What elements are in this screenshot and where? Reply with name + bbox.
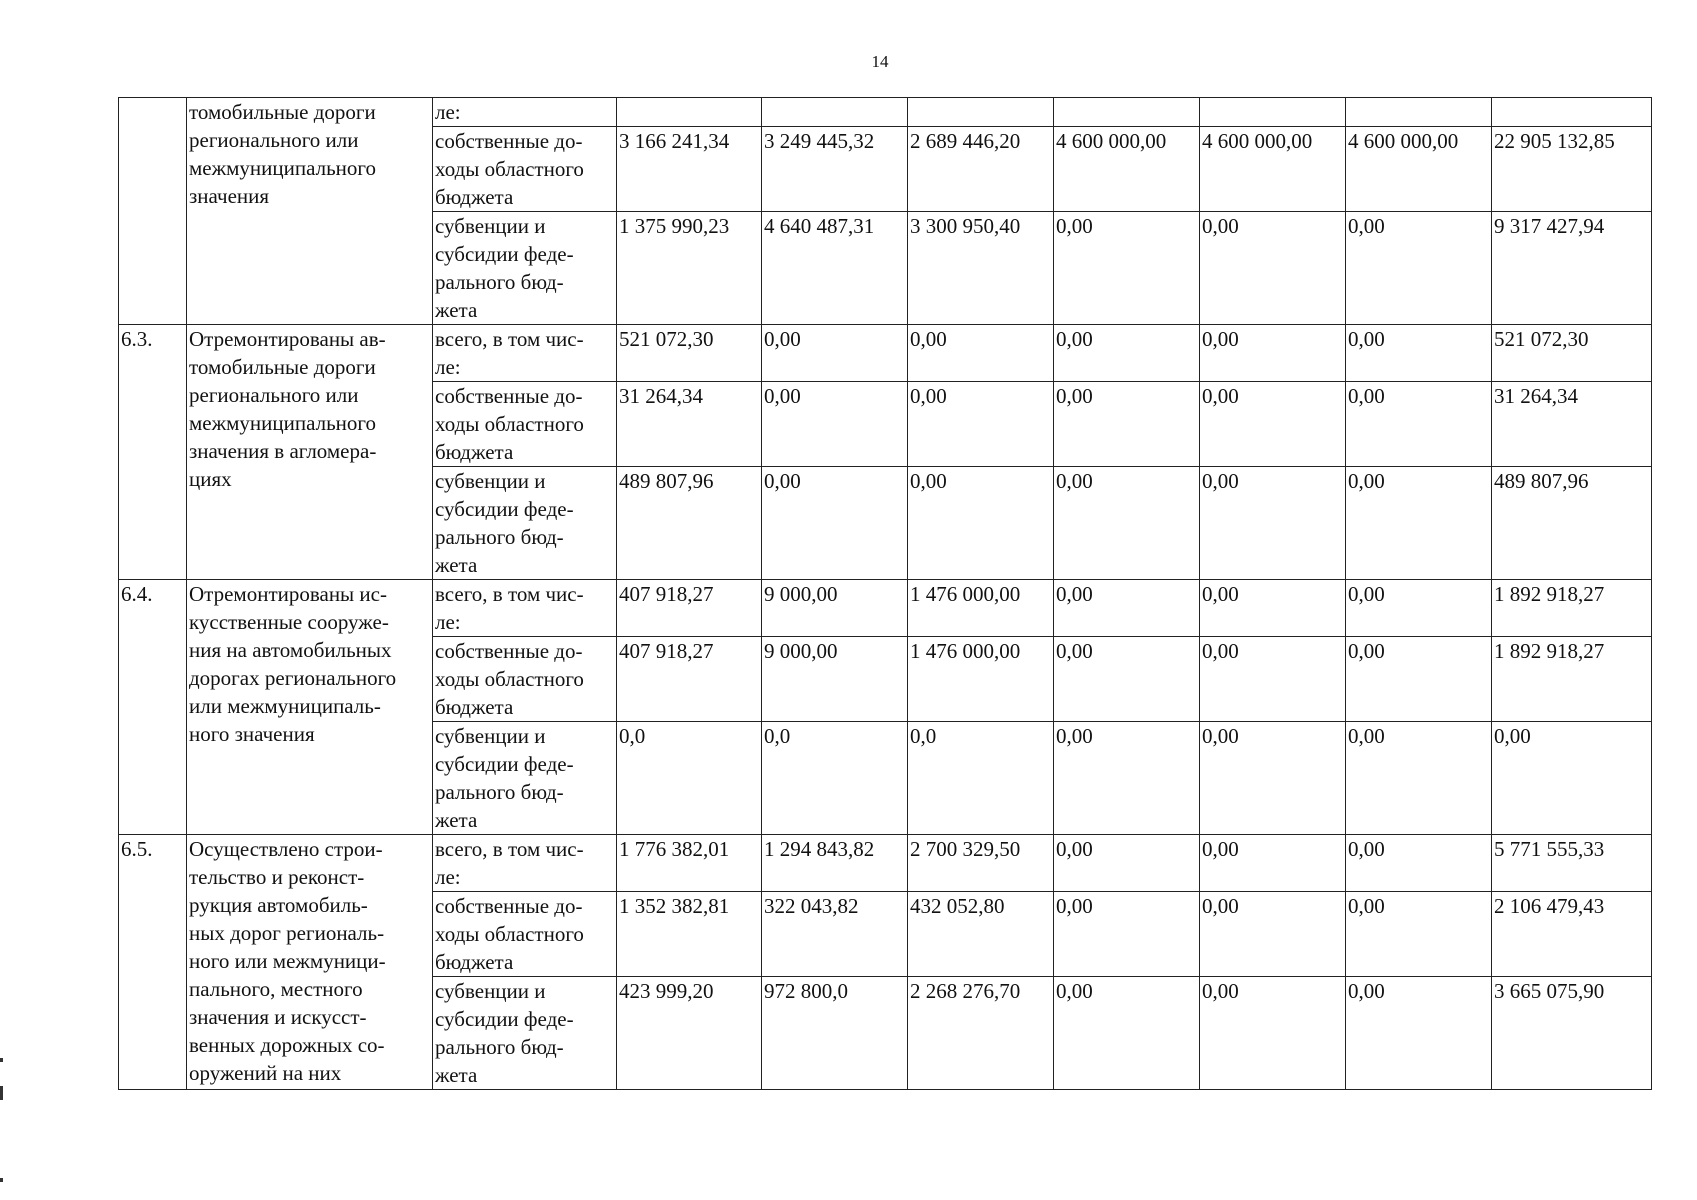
amount-cell: 0,00 [1054,212,1200,325]
amount-cell: 521 072,30 [1492,325,1652,382]
item-description-cell: Осуществлено строи- тельство и реконст- рукция автомобиль- ных дорог региональ- ного или межмуници- пального, местного значения и искусст- венных дорожных со- оружений на них [187,835,433,1090]
amount-cell: 0,00 [762,382,908,467]
amount-cell: 0,00 [1200,977,1346,1090]
amount-cell: 1 892 918,27 [1492,580,1652,637]
amount-cell: 423 999,20 [617,977,762,1090]
amount-cell: 0,00 [1054,467,1200,580]
budget-table [118,97,1652,1090]
amount-cell: 31 264,34 [617,382,762,467]
amount-cell: 322 043,82 [762,892,908,977]
table-body [119,98,1652,1090]
funding-source-cell: всего, в том чис- ле: [433,835,617,892]
amount-cell: 1 375 990,23 [617,212,762,325]
amount-cell: 0,00 [1346,835,1492,892]
amount-cell: 2 689 446,20 [908,127,1054,212]
amount-cell: 4 600 000,00 [1200,127,1346,212]
amount-cell: 0,00 [1346,637,1492,722]
amount-cell: 1 476 000,00 [908,637,1054,722]
funding-source-cell: субвенции и субсидии феде- рального бюд- жета [433,977,617,1090]
amount-cell: 0,00 [1200,835,1346,892]
amount-cell: 1 776 382,01 [617,835,762,892]
amount-cell: 0,00 [1200,722,1346,835]
amount-cell: 0,00 [762,467,908,580]
item-number-cell: 6.4. [119,580,187,835]
funding-source-cell: всего, в том чис- ле: [433,325,617,382]
amount-cell: 0,00 [1054,835,1200,892]
amount-cell: 0,00 [1054,637,1200,722]
amount-cell [1492,98,1652,127]
scan-edge-mark [0,1086,3,1100]
amount-cell: 489 807,96 [617,467,762,580]
amount-cell: 9 317 427,94 [1492,212,1652,325]
amount-cell: 0,0 [762,722,908,835]
amount-cell: 0,00 [908,382,1054,467]
amount-cell: 1 892 918,27 [1492,637,1652,722]
amount-cell: 0,00 [1200,325,1346,382]
item-description-cell: Отремонтированы ис- кусственные сооруже- ния на автомобильных дорогах регионального или межмуниципаль- ного значения [187,580,433,835]
funding-source-cell: собственные до- ходы областного бюджета [433,127,617,212]
funding-source-cell: собственные до- ходы областного бюджета [433,637,617,722]
item-number-cell: 6.3. [119,325,187,580]
amount-cell: 1 476 000,00 [908,580,1054,637]
amount-cell: 0,00 [762,325,908,382]
amount-cell: 9 000,00 [762,580,908,637]
amount-cell: 0,00 [908,467,1054,580]
amount-cell: 9 000,00 [762,637,908,722]
amount-cell: 0,00 [1492,722,1652,835]
funding-source-cell: собственные до- ходы областного бюджета [433,892,617,977]
page-number: 14 [871,52,889,71]
funding-source-cell: ле: [433,98,617,127]
amount-cell: 31 264,34 [1492,382,1652,467]
amount-cell: 4 600 000,00 [1346,127,1492,212]
amount-cell: 0,00 [1200,580,1346,637]
amount-cell: 2 268 276,70 [908,977,1054,1090]
amount-cell: 432 052,80 [908,892,1054,977]
amount-cell: 0,00 [1054,325,1200,382]
amount-cell: 2 106 479,43 [1492,892,1652,977]
amount-cell: 4 640 487,31 [762,212,908,325]
amount-cell: 0,00 [1346,325,1492,382]
funding-source-cell: всего, в том чис- ле: [433,580,617,637]
amount-cell: 22 905 132,85 [1492,127,1652,212]
amount-cell [762,98,908,127]
amount-cell: 0,00 [1054,580,1200,637]
amount-cell: 0,00 [1200,467,1346,580]
amount-cell: 0,00 [1346,722,1492,835]
amount-cell [617,98,762,127]
amount-cell: 0,00 [1054,977,1200,1090]
item-description-cell: Отремонтированы ав- томобильные дороги регионального или межмуниципального значения в агломера- циях [187,325,433,580]
amount-cell: 0,00 [1346,580,1492,637]
table-row [119,325,1652,382]
funding-source-cell: субвенции и субсидии феде- рального бюд- жета [433,467,617,580]
amount-cell: 0,00 [1346,977,1492,1090]
amount-cell: 0,00 [1346,467,1492,580]
funding-source-cell: субвенции и субсидии феде- рального бюд- жета [433,212,617,325]
amount-cell: 0,0 [908,722,1054,835]
amount-cell: 489 807,96 [1492,467,1652,580]
amount-cell: 0,00 [1054,382,1200,467]
amount-cell: 407 918,27 [617,580,762,637]
amount-cell: 0,00 [1054,892,1200,977]
table-row [119,835,1652,892]
amount-cell: 0,00 [1346,212,1492,325]
amount-cell: 2 700 329,50 [908,835,1054,892]
amount-cell: 972 800,0 [762,977,908,1090]
funding-source-cell: собственные до- ходы областного бюджета [433,382,617,467]
amount-cell: 4 600 000,00 [1054,127,1200,212]
amount-cell [1346,98,1492,127]
amount-cell: 0,00 [1346,892,1492,977]
amount-cell: 407 918,27 [617,637,762,722]
amount-cell: 0,00 [1054,722,1200,835]
amount-cell: 521 072,30 [617,325,762,382]
amount-cell [908,98,1054,127]
amount-cell: 5 771 555,33 [1492,835,1652,892]
amount-cell: 0,00 [1200,382,1346,467]
amount-cell: 3 249 445,32 [762,127,908,212]
amount-cell: 1 294 843,82 [762,835,908,892]
table-row [119,98,1652,127]
funding-source-cell: субвенции и субсидии феде- рального бюд- жета [433,722,617,835]
amount-cell: 3 166 241,34 [617,127,762,212]
scan-edge-mark [0,1178,3,1182]
amount-cell: 0,00 [1346,382,1492,467]
amount-cell: 0,00 [1200,212,1346,325]
scan-edge-mark [0,1058,3,1062]
amount-cell: 3 300 950,40 [908,212,1054,325]
amount-cell: 1 352 382,81 [617,892,762,977]
amount-cell [1200,98,1346,127]
table-row [119,580,1652,637]
amount-cell: 3 665 075,90 [1492,977,1652,1090]
item-description-cell: томобильные дороги регионального или межмуниципального значения [187,98,433,325]
amount-cell: 0,00 [1200,892,1346,977]
amount-cell: 0,00 [1200,637,1346,722]
item-number-cell: 6.5. [119,835,187,1090]
item-number-cell [119,98,187,325]
amount-cell [1054,98,1200,127]
amount-cell: 0,0 [617,722,762,835]
amount-cell: 0,00 [908,325,1054,382]
